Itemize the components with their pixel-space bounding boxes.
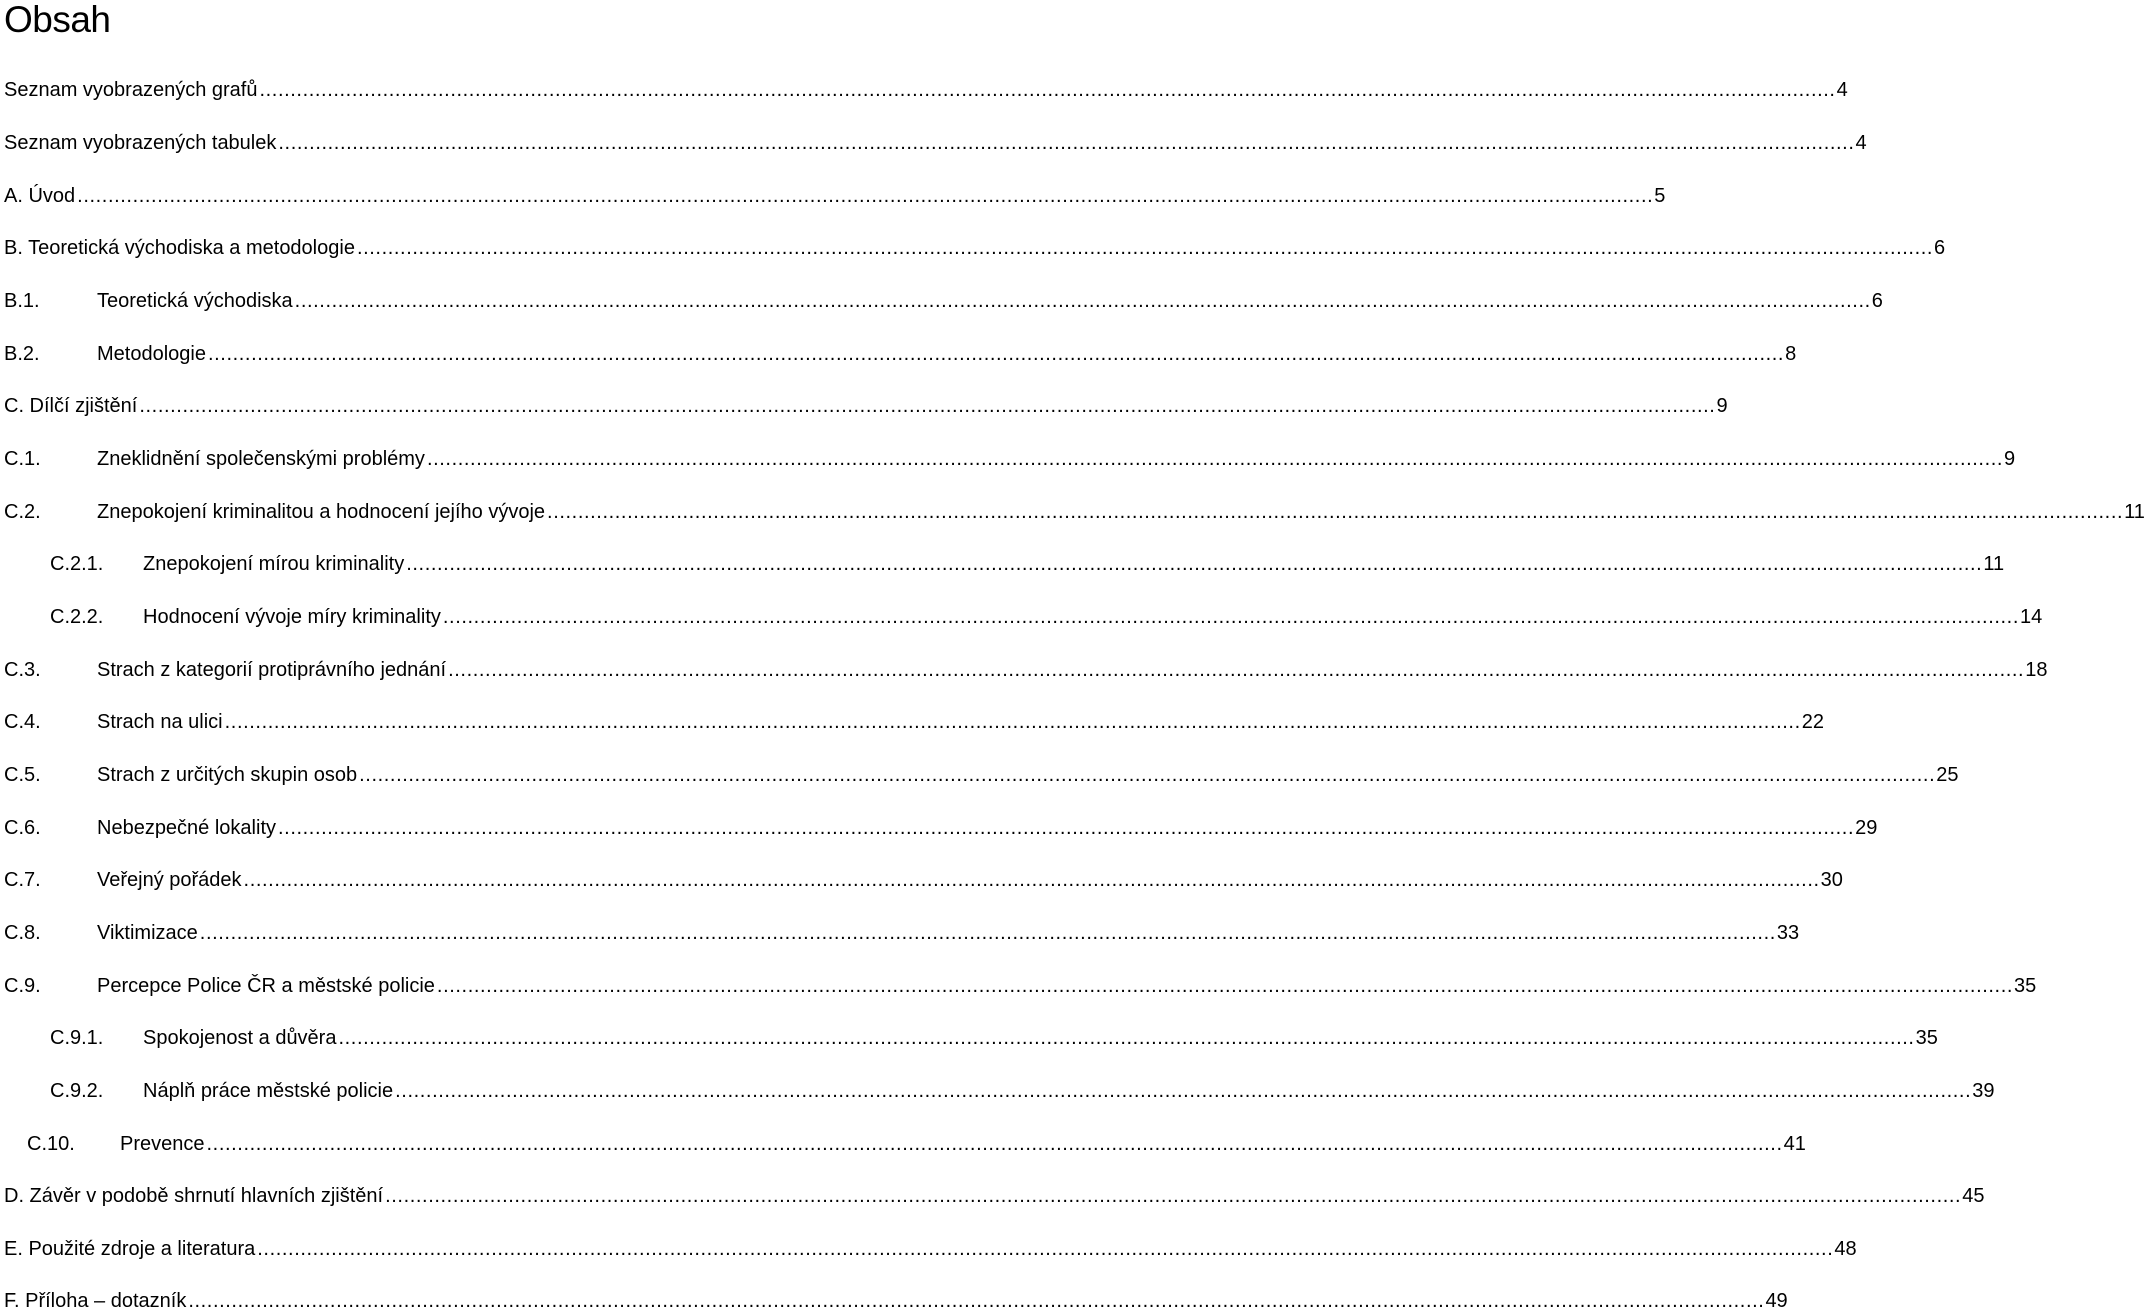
toc-entry-number: C.9. bbox=[4, 975, 41, 997]
toc-entry-title: Seznam vyobrazených grafů bbox=[4, 79, 258, 101]
toc-entry-c2-1[interactable] bbox=[0, 549, 2005, 579]
toc-entry-page: 25 bbox=[1936, 764, 1959, 786]
toc-dot-leader bbox=[448, 655, 2024, 685]
toc-dot-leader bbox=[359, 760, 1935, 790]
toc-entry-c8[interactable] bbox=[0, 918, 1800, 948]
toc-entry-c1[interactable] bbox=[0, 444, 2016, 474]
toc-entry-title: C. Dílčí zjištění bbox=[4, 395, 138, 417]
toc-dot-leader bbox=[338, 1023, 1914, 1053]
toc-dot-leader bbox=[225, 707, 1801, 737]
toc-entry-title: Hodnocení vývoje míry kriminality bbox=[143, 606, 441, 628]
toc-entry-page: 11 bbox=[1983, 553, 2005, 575]
toc-entry-title: Náplň práce městské policie bbox=[143, 1080, 394, 1102]
toc-entry-number: C.2. bbox=[4, 501, 41, 523]
toc-dot-leader bbox=[208, 339, 1784, 369]
toc-dot-leader bbox=[139, 391, 1715, 421]
toc-entry-c3[interactable] bbox=[0, 655, 2048, 685]
toc-entry-c10[interactable] bbox=[0, 1129, 1806, 1159]
toc-entry-c9-1[interactable] bbox=[0, 1023, 1938, 1053]
toc-dot-leader bbox=[244, 865, 1820, 895]
toc-dot-leader bbox=[395, 1076, 1971, 1106]
toc-entry-c9-2[interactable] bbox=[0, 1076, 1995, 1106]
toc-entry-page: 8 bbox=[1785, 343, 1797, 365]
toc-entry-number: C.4. bbox=[4, 711, 41, 733]
page-title: Obsah bbox=[4, 0, 111, 40]
toc-dot-leader bbox=[207, 1129, 1783, 1159]
toc-entry-section-c[interactable] bbox=[0, 391, 1728, 421]
toc-entry-c9[interactable] bbox=[0, 971, 2037, 1001]
toc-entry-page: 6 bbox=[1934, 237, 1946, 259]
toc-entry-page: 49 bbox=[1765, 1290, 1788, 1312]
toc-entry-title: D. Závěr v podobě shrnutí hlavních zjištění bbox=[4, 1185, 384, 1207]
toc-dot-leader bbox=[443, 602, 2019, 632]
toc-entry-title: Veřejný pořádek bbox=[97, 869, 242, 891]
toc-entry-c2[interactable] bbox=[0, 497, 2145, 527]
toc-entry-number: B.1. bbox=[4, 290, 40, 312]
toc-entry-number: C.9.1. bbox=[50, 1027, 104, 1049]
toc-entry-page: 39 bbox=[1972, 1080, 1995, 1102]
toc-entry-b2[interactable] bbox=[0, 339, 1797, 369]
toc-entry-page: 4 bbox=[1855, 132, 1867, 154]
toc-dot-leader bbox=[547, 497, 2123, 527]
toc-entry-section-a[interactable] bbox=[0, 181, 1666, 211]
toc-entry-title: E. Použité zdroje a literatura bbox=[4, 1238, 256, 1260]
toc-entry-number: C.2.1. bbox=[50, 553, 104, 575]
toc-entry-c6[interactable] bbox=[0, 813, 1878, 843]
toc-dot-leader bbox=[188, 1286, 1764, 1316]
toc-entry-number: C.7. bbox=[4, 869, 41, 891]
toc-entry-page: 9 bbox=[2004, 448, 2016, 470]
toc-entry-title: Znepokojení kriminalitou a hodnocení jejího vývoje bbox=[97, 501, 546, 523]
toc-entry-title: Seznam vyobrazených tabulek bbox=[4, 132, 277, 154]
toc-entry-section-e[interactable] bbox=[0, 1234, 1857, 1264]
toc-dot-leader bbox=[257, 1234, 1833, 1264]
toc-entry-title: F. Příloha – dotazník bbox=[4, 1290, 187, 1312]
toc-dot-leader bbox=[357, 233, 1933, 263]
toc-entry-title: Viktimizace bbox=[97, 922, 198, 944]
toc-entry-page: 9 bbox=[1716, 395, 1728, 417]
toc-entry-page: 11 bbox=[2124, 501, 2145, 523]
toc-entry-page: 4 bbox=[1836, 79, 1848, 101]
toc-entry-title: A. Úvod bbox=[4, 185, 76, 207]
toc-entry-page: 45 bbox=[1962, 1185, 1985, 1207]
toc-entry-c2-2[interactable] bbox=[0, 602, 2043, 632]
toc-entry-page: 30 bbox=[1820, 869, 1843, 891]
toc-entry-section-b[interactable] bbox=[0, 233, 1946, 263]
toc-entry-number: C.2.2. bbox=[50, 606, 104, 628]
toc-entry-title: Teoretická východiska bbox=[97, 290, 293, 312]
toc-entry-title: Zneklidnění společenskými problémy bbox=[97, 448, 425, 470]
toc-entry-section-d[interactable] bbox=[0, 1181, 1985, 1211]
toc-entry-title: Strach z určitých skupin osob bbox=[97, 764, 358, 786]
toc-entry-number: C.5. bbox=[4, 764, 41, 786]
toc-dot-leader bbox=[427, 444, 2003, 474]
toc-entry-section-f[interactable] bbox=[0, 1286, 1788, 1316]
toc-entry-number: C.3. bbox=[4, 659, 41, 681]
toc-entry-number: C.10. bbox=[27, 1133, 75, 1155]
toc-dot-leader bbox=[77, 181, 1653, 211]
toc-dot-leader bbox=[278, 813, 1854, 843]
toc-dot-leader bbox=[259, 75, 1835, 105]
toc-entry-number: C.6. bbox=[4, 817, 41, 839]
toc-dot-leader bbox=[406, 549, 1982, 579]
toc-entry-page: 33 bbox=[1776, 922, 1800, 944]
toc-entry-title: Metodologie bbox=[97, 343, 206, 365]
toc-dot-leader bbox=[295, 286, 1871, 316]
toc-entry-b1[interactable] bbox=[0, 286, 1883, 316]
toc-entry-number: C.1. bbox=[4, 448, 41, 470]
toc-entry-page: 22 bbox=[1801, 711, 1824, 733]
toc-entry-title: Spokojenost a důvěra bbox=[143, 1027, 337, 1049]
toc-dot-leader bbox=[278, 128, 1854, 158]
toc-entry-page: 41 bbox=[1783, 1133, 1806, 1155]
toc-entry-number: B.2. bbox=[4, 343, 40, 365]
toc-entry-title: Strach z kategorií protiprávního jednání bbox=[97, 659, 447, 681]
toc-entry-page: 18 bbox=[2025, 659, 2048, 681]
toc-entry-page: 14 bbox=[2019, 606, 2043, 628]
toc-entry-table-list[interactable] bbox=[0, 128, 1867, 158]
toc-entry-page: 35 bbox=[1915, 1027, 1938, 1049]
toc-entry-page: 48 bbox=[1834, 1238, 1857, 1260]
toc-entry-number: C.9.2. bbox=[50, 1080, 104, 1102]
toc-entry-c7[interactable] bbox=[0, 865, 1843, 895]
toc-entry-page: 35 bbox=[2014, 975, 2037, 997]
toc-entry-title: Strach na ulici bbox=[97, 711, 223, 733]
toc-entry-title: Nebezpečné lokality bbox=[97, 817, 276, 839]
toc-entry-graph-list[interactable] bbox=[0, 75, 1848, 105]
toc-entry-number: C.8. bbox=[4, 922, 41, 944]
toc-entry-title: B. Teoretická východiska a metodologie bbox=[4, 237, 355, 259]
toc-entry-title: Percepce Police ČR a městské policie bbox=[97, 975, 435, 997]
toc-dot-leader bbox=[200, 918, 1776, 948]
toc-entry-page: 6 bbox=[1871, 290, 1883, 312]
toc-entry-page: 29 bbox=[1855, 817, 1878, 839]
toc-entry-page: 5 bbox=[1654, 185, 1666, 207]
toc-dot-leader bbox=[437, 971, 2013, 1001]
toc-entry-c5[interactable] bbox=[0, 760, 1959, 790]
toc-dot-leader bbox=[385, 1181, 1961, 1211]
toc-entry-title: Znepokojení mírou kriminality bbox=[143, 553, 405, 575]
toc-entry-title: Prevence bbox=[120, 1133, 205, 1155]
toc-entry-c4[interactable] bbox=[0, 707, 1824, 737]
